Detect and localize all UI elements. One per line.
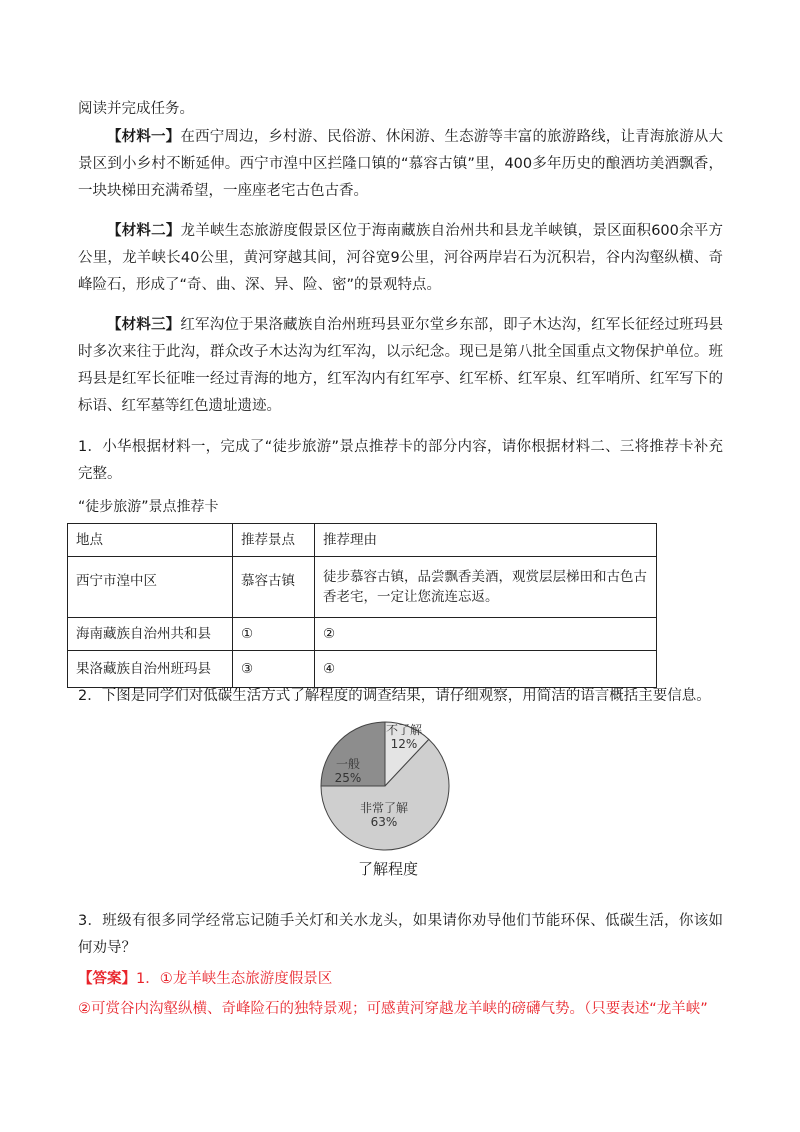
header-reason: 推荐理由 (315, 524, 657, 557)
material-3-text: 红军沟位于果洛藏族自治州班玛县亚尔堂乡东部，即子木达沟，红军长征经过班玛县时多次来往于此沟，群众改子木达沟为红军沟，以示纪念。现已是第八批全国重点文物保护单位。班玛县是红军长征唯一经过青海的地方，红军沟内有红军亭、红军桥、红军泉、红军哨所、红军写下的标语、红军墓等红色遗址遗迹。 (78, 317, 724, 414)
table-row (68, 557, 657, 618)
answer-line-1 (78, 966, 723, 993)
header-location: 地点 (68, 524, 233, 557)
recommendation-card-table (67, 523, 657, 688)
material-1-tag: 【材料一】 (107, 129, 181, 145)
card-title: “徒步旅游”景点推荐卡 (78, 499, 219, 515)
cell-location: 海南藏族自治州共和县 (68, 618, 233, 651)
pie-label-2: 一般 (335, 757, 361, 771)
cell-spot: ③ (233, 651, 315, 688)
table-row (68, 651, 657, 688)
answer-text-1: 1．①龙羊峡生态旅游度假景区 (136, 971, 333, 987)
material-1-text: 在西宁周边，乡村游、民俗游、休闲游、生态游等丰富的旅游路线，让青海旅游从大景区到小乡村不断延伸。西宁市湟中区拦隆口镇的“慕容古镇”里，400多年历史的酿酒坊美酒飘香，一块块梯田充满希望，一座座老宅古色古香。 (78, 129, 724, 199)
cell-spot: 慕容古镇 (233, 557, 315, 618)
question-3: 3．班级有很多同学经常忘记随手关灯和关水龙头，如果请你劝导他们节能环保、低碳生活，你该如何劝导？ (78, 913, 723, 956)
cell-location: 果洛藏族自治州班玛县 (68, 651, 233, 688)
pie-value-1: 63% (370, 815, 398, 829)
cell-location: 西宁市湟中区 (68, 557, 233, 618)
material-2-tag: 【材料二】 (107, 223, 181, 239)
material-3 (78, 312, 723, 420)
header-spot: 推荐景点 (233, 524, 315, 557)
pie-value-0: 12% (390, 737, 418, 751)
cell-spot: ① (233, 618, 315, 651)
material-2-text: 龙羊峡生态旅游度假景区位于海南藏族自治州共和县龙羊峡镇，景区面积600余平方公里，龙羊峡长40公里，黄河穿越其间，河谷宽9公里，河谷两岸岩石为沉积岩，谷内沟壑纵横、奇峰险石，形成了“奇、曲、深、异、险、密”的景观特点。 (78, 223, 723, 293)
table-header-row (68, 524, 657, 557)
answer-line-2: ②可赏谷内沟壑纵横、奇峰险石的独特景观；可感黄河穿越龙羊峡的磅礴气势。（只要表述“龙羊峡” (78, 1001, 708, 1017)
cell-reason: 徒步慕容古镇，品尝飘香美酒，观赏层层梯田和古色古香老宅，一定让您流连忘返。 (315, 557, 657, 618)
answer-tag: 【答案】 (78, 971, 136, 987)
pie-chart-svg (310, 712, 500, 862)
pie-value-2: 25% (334, 771, 362, 785)
intro-text: 阅读并完成任务。 (78, 101, 194, 117)
table-row (68, 618, 657, 651)
chart-title: 了解程度 (358, 860, 419, 878)
material-1 (78, 124, 723, 205)
pie-label-1: 非常了解 (359, 801, 409, 815)
material-2 (78, 218, 723, 299)
question-2: 2．下图是同学们对低碳生活方式了解程度的调查结果，请仔细观察，用简洁的语言概括主要信息。 (78, 688, 711, 704)
cell-reason: ④ (315, 651, 657, 688)
question-1: 1．小华根据材料一，完成了“徒步旅游”景点推荐卡的部分内容，请你根据材料二、三将推荐卡补充完整。 (78, 439, 723, 482)
pie-label-0: 不了解 (385, 723, 423, 737)
material-3-tag: 【材料三】 (107, 317, 181, 333)
cell-reason: ② (315, 618, 657, 651)
